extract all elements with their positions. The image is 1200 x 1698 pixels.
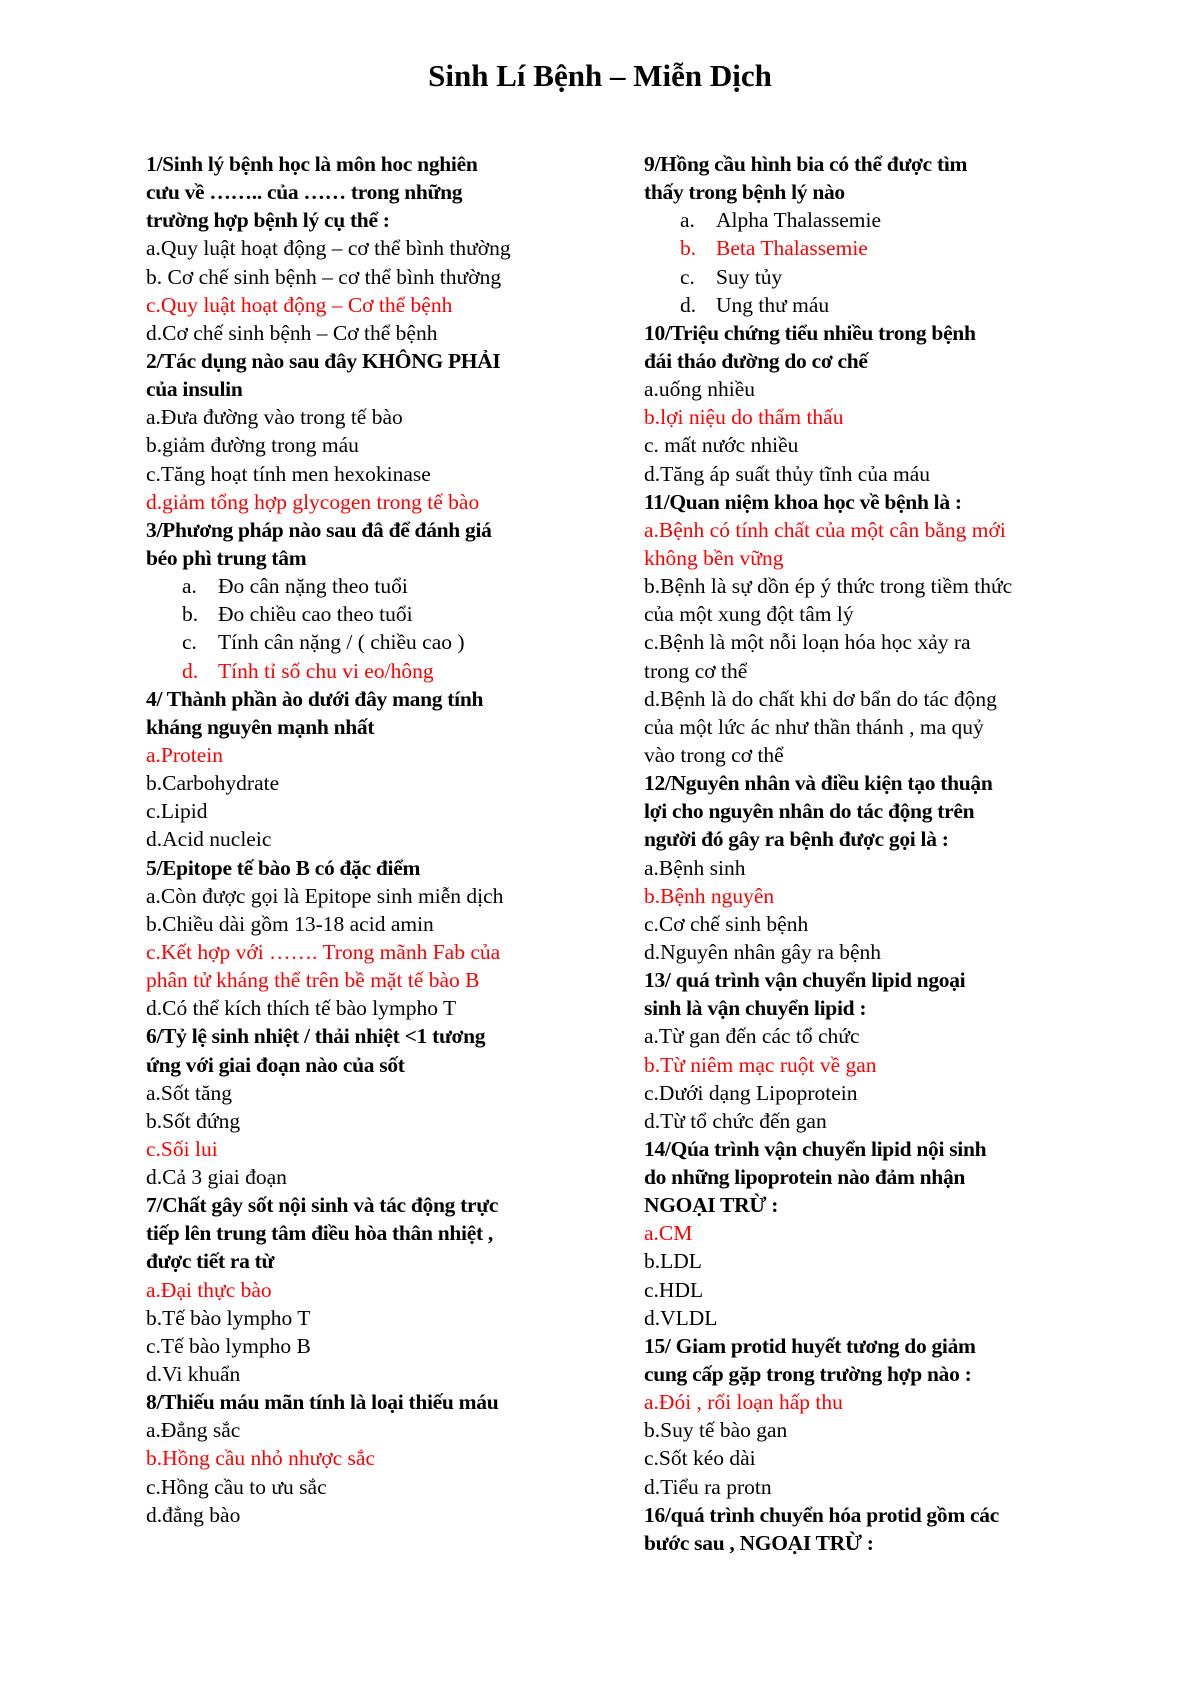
question-line — [146, 150, 576, 178]
line-text: không bền vững — [644, 545, 784, 570]
line-text: b.lợi niệu do thẩm thấu — [644, 405, 844, 430]
page-title: Sinh Lí Bệnh – Miễn Dịch — [428, 58, 772, 93]
line-text: cung cấp gặp trong trường hợp nào : — [644, 1362, 972, 1387]
answer-option-line — [146, 797, 576, 825]
answer-option-line — [644, 854, 1084, 882]
line-text: b.Bệnh là sự dồn ép ý thức trong tiềm thức — [644, 574, 1013, 599]
question-line — [644, 488, 1084, 516]
answer-option-line — [146, 1473, 576, 1501]
answer-option-line — [146, 825, 576, 853]
answer-option-line — [644, 938, 1084, 966]
question-line — [644, 1135, 1084, 1163]
line-text: của một xung đột tâm lý — [644, 602, 854, 627]
question-line — [644, 150, 1084, 178]
option-letter: c. — [182, 630, 197, 655]
correct-answer-line — [644, 1219, 1084, 1247]
line-text: c.Tế bào lympho B — [146, 1333, 311, 1358]
line-text: 13/ quá trình vận chuyển lipid ngoại — [644, 968, 966, 993]
correct-answer-line — [146, 966, 576, 994]
question-line — [644, 825, 1084, 853]
question-line — [146, 1191, 576, 1219]
answer-option-line — [644, 1079, 1084, 1107]
option-letter: c. — [680, 264, 695, 289]
line-text: 9/Hồng cầu hình bia có thể được tìm — [644, 152, 968, 176]
question-line — [644, 1163, 1084, 1191]
question-line — [146, 1022, 576, 1050]
line-text: a.Đói , rối loạn hấp thu — [644, 1390, 843, 1415]
answer-option-line — [644, 1247, 1084, 1275]
answer-option-line — [146, 403, 576, 431]
correct-answer-line — [146, 938, 576, 966]
line-text: b.Hồng cầu nhỏ nhược sắc — [146, 1446, 376, 1471]
option-letter: b. — [182, 602, 199, 627]
line-text: 8/Thiếu máu mãn tính là loại thiếu máu — [146, 1390, 499, 1415]
line-text: a.uống nhiều — [644, 377, 756, 402]
line-text: a.Còn được gọi là Epitope sinh miễn dịch — [146, 883, 504, 908]
line-text: a.CM — [644, 1221, 693, 1246]
line-text: c.Dưới dạng Lipoprotein — [644, 1080, 858, 1105]
answer-option-line — [644, 431, 1084, 459]
line-text: b.Sốt đứng — [146, 1108, 241, 1133]
line-text: 14/Qúa trình vận chuyển lipid nội sinh — [644, 1136, 987, 1161]
line-text: tiếp lên trung tâm điều hòa thân nhiệt , — [146, 1221, 493, 1246]
answer-option-line — [146, 431, 576, 459]
option-letter: d. — [680, 292, 697, 317]
answer-option-line — [644, 713, 1084, 741]
line-text: d.Từ tổ chức đến gan — [644, 1108, 827, 1133]
line-text: sinh là vận chuyển lipid : — [644, 996, 867, 1021]
answer-option-line — [146, 1332, 576, 1360]
line-text: 15/ Giam protid huyết tương do giảm — [644, 1333, 976, 1358]
answer-option-line — [644, 657, 1084, 685]
answer-option-line — [644, 1276, 1084, 1304]
line-text: d.Tăng áp suất thủy tĩnh của máu — [644, 461, 930, 486]
line-text: bước sau , NGOẠI TRỪ : — [644, 1530, 874, 1555]
answer-option-line — [146, 1163, 576, 1191]
correct-answer-line — [146, 291, 576, 319]
line-text: béo phì trung tâm — [146, 545, 307, 570]
answer-option-line — [644, 600, 1084, 628]
correct-answer-line — [644, 1051, 1084, 1079]
answer-option-line — [644, 206, 1084, 234]
question-line — [644, 994, 1084, 1022]
line-text: cưu về …….. của …… trong những — [146, 180, 463, 205]
question-line — [146, 544, 576, 572]
answer-option-line — [146, 1304, 576, 1332]
question-line — [146, 347, 576, 375]
line-text: c.Sốt kéo dài — [644, 1446, 756, 1471]
option-letter: b. — [680, 236, 697, 261]
answer-option-line — [146, 1079, 576, 1107]
line-text: 2/Tác dụng nào sau đây KHÔNG PHẢI — [146, 348, 501, 373]
answer-option-line — [146, 994, 576, 1022]
answer-option-line — [644, 628, 1084, 656]
line-text: 7/Chất gây sốt nội sinh và tác động trực — [146, 1193, 499, 1218]
line-text: a.Từ gan đến các tổ chức — [644, 1024, 860, 1049]
correct-answer-line — [146, 1135, 576, 1163]
option-letter: d. — [182, 658, 199, 683]
answer-option-line — [146, 263, 576, 291]
answer-option-line — [644, 910, 1084, 938]
line-text: c.Hồng cầu to ưu sắc — [146, 1474, 327, 1499]
line-text: 11/Quan niệm khoa học về bệnh là : — [644, 489, 962, 514]
correct-answer-line — [146, 1276, 576, 1304]
answer-option-line — [644, 1107, 1084, 1135]
answer-option-line — [146, 1501, 576, 1529]
answer-option-line — [146, 628, 576, 656]
question-line — [644, 1501, 1084, 1529]
line-text: ứng với giai đoạn nào của sốt — [146, 1052, 405, 1077]
line-text: b.Suy tế bào gan — [644, 1418, 788, 1443]
line-text: a.Đại thực bào — [146, 1277, 272, 1302]
answer-option-line — [146, 882, 576, 910]
line-text: được tiết ra từ — [146, 1249, 275, 1274]
line-text: c.Quy luật hoạt động – Cơ thể bệnh — [146, 292, 453, 317]
option-letter: a. — [182, 574, 197, 599]
answer-option-line — [146, 460, 576, 488]
line-text: a.Đưa đường vào trong tế bào — [146, 405, 403, 430]
correct-answer-line — [146, 741, 576, 769]
question-line — [644, 347, 1084, 375]
question-line — [644, 797, 1084, 825]
question-line — [644, 1360, 1084, 1388]
line-text: lợi cho nguyên nhân do tác động trên — [644, 799, 975, 824]
answer-option-line — [146, 1360, 576, 1388]
line-text: 5/Epitope tế bào B có đặc điểm — [146, 855, 421, 880]
line-text: thấy trong bệnh lý nào — [644, 180, 845, 205]
line-text: a.Bệnh sinh — [644, 855, 746, 880]
question-line — [146, 1247, 576, 1275]
question-line — [146, 1388, 576, 1416]
line-text: a.Protein — [146, 742, 224, 767]
right-column — [644, 150, 1084, 1557]
answer-option-line — [644, 1304, 1084, 1332]
question-line — [146, 685, 576, 713]
line-text: c.Tăng hoạt tính men hexokinase — [146, 461, 431, 486]
line-text: c.Cơ chế sinh bệnh — [644, 911, 809, 936]
question-line — [146, 375, 576, 403]
line-text: d.Vi khuẩn — [146, 1362, 241, 1387]
line-text: NGOẠI TRỪ : — [644, 1193, 779, 1218]
answer-option-line — [644, 1022, 1084, 1050]
line-text: b.Tế bào lympho T — [146, 1305, 311, 1330]
line-text: người đó gây ra bệnh được gọi là : — [644, 827, 949, 852]
question-line — [146, 1219, 576, 1247]
line-text: Beta Thalassemie — [716, 236, 868, 261]
line-text: a.Quy luật hoạt động – cơ thể bình thường — [146, 236, 511, 261]
correct-answer-line — [146, 1444, 576, 1472]
question-line — [146, 206, 576, 234]
line-text: d.giảm tổng hợp glycogen trong tế bào — [146, 489, 480, 514]
line-text: b.giảm đường trong máu — [146, 433, 359, 458]
line-text: Đo cân nặng theo tuổi — [218, 574, 408, 599]
line-text: c.Lipid — [146, 799, 208, 824]
question-line — [146, 516, 576, 544]
answer-option-line — [644, 1416, 1084, 1444]
line-text: d.Bệnh là do chất khi dơ bẩn do tác động — [644, 686, 997, 711]
answer-option-line — [644, 1473, 1084, 1501]
question-line — [644, 966, 1084, 994]
line-text: 4/ Thành phần ào dưới đây mang tính — [146, 686, 484, 711]
answer-option-line — [644, 460, 1084, 488]
line-text: d.Cả 3 giai đoạn — [146, 1165, 287, 1190]
line-text: Alpha Thalassemie — [716, 208, 881, 233]
answer-option-line — [146, 910, 576, 938]
line-text: Suy tủy — [716, 264, 783, 289]
answer-option-line — [146, 600, 576, 628]
correct-answer-line — [644, 882, 1084, 910]
left-column — [146, 150, 576, 1529]
line-text: đái tháo đường do cơ chế — [644, 348, 868, 373]
question-line — [644, 1529, 1084, 1557]
line-text: c.Kết hợp với ……. Trong mãnh Fab của — [146, 939, 501, 964]
line-text: a.Sốt tăng — [146, 1080, 232, 1105]
question-line — [644, 319, 1084, 347]
answer-option-line — [146, 234, 576, 262]
answer-option-line — [644, 375, 1084, 403]
answer-option-line — [146, 572, 576, 600]
answer-option-line — [146, 319, 576, 347]
line-text: Tính tỉ số chu vi eo/hông — [218, 658, 434, 683]
question-line — [644, 178, 1084, 206]
answer-option-line — [644, 685, 1084, 713]
line-text: c.HDL — [644, 1277, 704, 1302]
line-text: phân tử kháng thể trên bề mặt tế bào B — [146, 968, 480, 993]
question-line — [146, 178, 576, 206]
line-text: b. Cơ chế sinh bệnh – cơ thể bình thường — [146, 264, 502, 289]
line-text: trường hợp bệnh lý cụ thể : — [146, 208, 390, 233]
line-text: c.Sối lui — [146, 1136, 218, 1161]
answer-option-line — [146, 1416, 576, 1444]
line-text: d.Nguyên nhân gây ra bệnh — [644, 939, 882, 964]
line-text: d.VLDL — [644, 1305, 718, 1330]
line-text: a.Đẳng sắc — [146, 1418, 241, 1443]
answer-option-line — [644, 1444, 1084, 1472]
question-line — [644, 1332, 1084, 1360]
line-text: b.Chiều dài gồm 13-18 acid amin — [146, 911, 434, 936]
line-text: 1/Sinh lý bệnh học là môn hoc nghiên — [146, 152, 478, 176]
question-line — [146, 713, 576, 741]
line-text: d.Có thể kích thích tế bào lympho T — [146, 996, 457, 1021]
line-text: b.Bệnh nguyên — [644, 883, 775, 908]
line-text: d.đẳng bào — [146, 1502, 241, 1527]
line-text: 6/Tỷ lệ sinh nhiệt / thải nhiệt <1 tương — [146, 1024, 486, 1049]
line-text: b.LDL — [644, 1249, 702, 1274]
answer-option-line — [644, 741, 1084, 769]
line-text: Ung thư máu — [716, 292, 830, 317]
question-line — [146, 1051, 576, 1079]
correct-answer-line — [644, 544, 1084, 572]
line-text: 10/Triệu chứng tiểu nhiều trong bệnh — [644, 320, 976, 345]
correct-answer-line — [644, 516, 1084, 544]
line-text: d.Acid nucleic — [146, 827, 272, 852]
correct-answer-line — [644, 1388, 1084, 1416]
correct-answer-line — [644, 403, 1084, 431]
answer-option-line — [644, 291, 1084, 319]
line-text: trong cơ thể — [644, 658, 748, 683]
line-text: kháng nguyên mạnh nhất — [146, 714, 375, 739]
correct-answer-line — [146, 657, 576, 685]
correct-answer-line — [644, 234, 1084, 262]
line-text: c.Bệnh là một nỗi loạn hóa học xảy ra — [644, 630, 971, 655]
line-text: của một lức ác như thần thánh , ma quỷ — [644, 714, 984, 739]
answer-option-line — [644, 263, 1084, 291]
line-text: b.Carbohydrate — [146, 771, 280, 796]
line-text: d.Tiểu ra protn — [644, 1474, 772, 1499]
answer-option-line — [146, 1107, 576, 1135]
option-letter: a. — [680, 208, 695, 233]
line-text: Đo chiều cao theo tuổi — [218, 602, 413, 627]
line-text: b.Từ niêm mạc ruột về gan — [644, 1052, 877, 1077]
line-text: 3/Phương pháp nào sau đâ để đánh giá — [146, 517, 492, 542]
line-text: do những lipoprotein nào đảm nhận — [644, 1165, 966, 1190]
line-text: vào trong cơ thể — [644, 742, 784, 767]
question-line — [146, 854, 576, 882]
line-text: a.Bệnh có tính chất của một cân bằng mới — [644, 517, 1006, 542]
line-text: c. mất nước nhiều — [644, 433, 799, 458]
line-text: 16/quá trình chuyển hóa protid gồm các — [644, 1502, 999, 1527]
answer-option-line — [644, 572, 1084, 600]
answer-option-line — [146, 769, 576, 797]
line-text: 12/Nguyên nhân và điều kiện tạo thuận — [644, 771, 993, 796]
line-text: Tính cân nặng / ( chiều cao ) — [218, 630, 465, 655]
question-line — [644, 1191, 1084, 1219]
question-line — [644, 769, 1084, 797]
correct-answer-line — [146, 488, 576, 516]
line-text: d.Cơ chế sinh bệnh – Cơ thể bệnh — [146, 320, 438, 345]
line-text: của insulin — [146, 377, 243, 402]
